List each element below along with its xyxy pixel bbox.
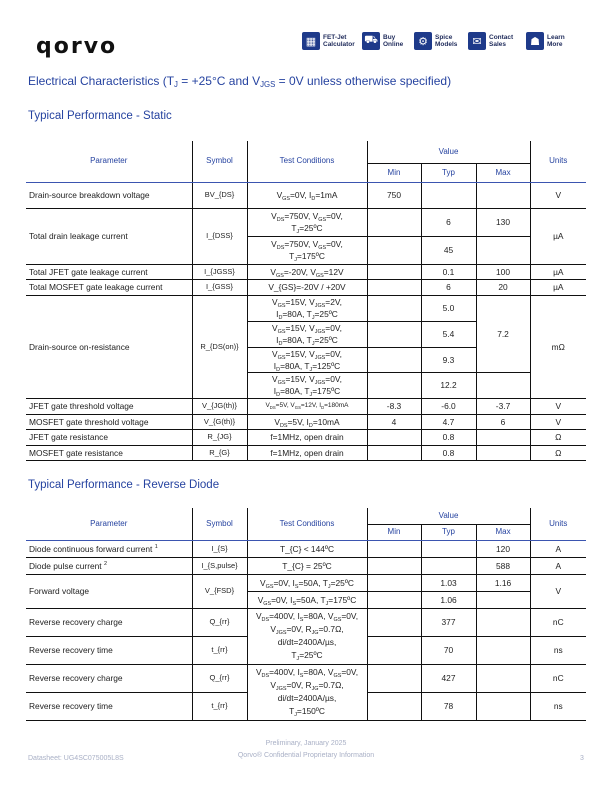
header-min: Min bbox=[367, 524, 421, 540]
conditions-cell: $V_{GS}=0V$, $I_S=50A$, $T_J=175ºC$ bbox=[247, 591, 367, 608]
conditions-cell: f=1MHz, open drain bbox=[247, 429, 367, 445]
conditions-cell: T_{C} < 144ºC bbox=[247, 540, 367, 557]
max-cell: -3.7 bbox=[476, 398, 530, 414]
unit-cell: nC bbox=[530, 608, 586, 636]
unit-cell: Ω bbox=[530, 429, 586, 445]
max-cell: 588 bbox=[476, 557, 530, 574]
symbol-cell: I_{DSS} bbox=[192, 208, 247, 264]
typ-cell: 12.2 bbox=[421, 372, 476, 398]
spice-models-icon: ⚙ bbox=[414, 32, 432, 50]
symbol-cell: V_{G(th)} bbox=[192, 414, 247, 429]
empty-cell bbox=[367, 664, 421, 692]
min-cell bbox=[367, 295, 421, 321]
typ-cell: 377 bbox=[421, 608, 476, 636]
empty-cell bbox=[476, 636, 530, 664]
max-cell bbox=[476, 429, 530, 445]
unit-cell: V bbox=[530, 414, 586, 429]
parameter-cell: MOSFET gate threshold voltage bbox=[26, 414, 192, 429]
header-min: Min bbox=[367, 163, 421, 182]
header-max: Max bbox=[476, 163, 530, 182]
header-conditions: Test Conditions bbox=[247, 508, 367, 540]
empty-cell bbox=[367, 591, 421, 608]
symbol-cell: Q_{rr} bbox=[192, 664, 247, 692]
conditions-cell: $V_{DS}=5V$, $V_{GS}=12V$, $I_D=180mA$ bbox=[247, 398, 367, 414]
nav-label: FET-Jet Calculator bbox=[323, 34, 355, 48]
unit-cell: nC bbox=[530, 664, 586, 692]
empty-cell bbox=[476, 692, 530, 720]
typ-cell: 5.0 bbox=[421, 295, 476, 321]
nav-link[interactable] bbox=[302, 32, 355, 50]
max-cell: 6 bbox=[476, 414, 530, 429]
symbol-cell: V_{FSD} bbox=[192, 574, 247, 608]
reader-icon: ☗ bbox=[526, 32, 544, 50]
typ-cell: 0.8 bbox=[421, 445, 476, 460]
nav-link[interactable] bbox=[362, 32, 403, 50]
envelope-icon: ✉ bbox=[468, 32, 486, 50]
parameter-cell: Drain-source on-resistance bbox=[26, 295, 192, 398]
conditions-cell: $V_{DS}=400V$, $I_S=80A$, $V_{GS}=0V$, $V_{JGS}=0V$, $R_{JG}=0.7\Omega$, di/dt=2400A/µs, $T_J=25ºC$ bbox=[247, 608, 367, 664]
header-units: Units bbox=[530, 141, 586, 182]
conditions-cell: $V_{GS}=15V$, $V_{JGS}=0V$, $I_D=80A$, $T_J=175ºC$ bbox=[247, 372, 367, 398]
min-cell bbox=[367, 208, 421, 236]
typ-cell: 4.7 bbox=[421, 414, 476, 429]
symbol-cell: t_{rr} bbox=[192, 636, 247, 664]
typ-cell: 6 bbox=[421, 279, 476, 295]
parameter-cell: Total MOSFET gate leakage current bbox=[26, 279, 192, 295]
max-cell bbox=[476, 295, 530, 321]
typ-cell: 70 bbox=[421, 636, 476, 664]
unit-cell: V bbox=[530, 182, 586, 208]
unit-cell: ns bbox=[530, 692, 586, 720]
max-cell bbox=[476, 347, 530, 372]
empty-cell bbox=[367, 574, 421, 591]
typ-cell: 5.4 bbox=[421, 321, 476, 347]
typ-cell: 427 bbox=[421, 664, 476, 692]
parameter-cell: Drain-source breakdown voltage bbox=[26, 182, 192, 208]
conditions-cell: $V_{GS}=0V$, $I_S=50A$, $T_J=25ºC$ bbox=[247, 574, 367, 591]
cart-icon: ⛟ bbox=[362, 32, 380, 50]
empty-cell bbox=[421, 540, 476, 557]
header-max: Max bbox=[476, 524, 530, 540]
conditions-cell: $V_{GS}=15V$, $V_{JGS}=0V$, $I_D=80A$, $T_J=25ºC$ bbox=[247, 321, 367, 347]
max-cell: 120 bbox=[476, 540, 530, 557]
static-table bbox=[26, 141, 586, 461]
typ-cell: 78 bbox=[421, 692, 476, 720]
parameter-cell: Total drain leakage current bbox=[26, 208, 192, 264]
nav-link[interactable] bbox=[468, 32, 513, 50]
symbol-cell: I_{S,pulse} bbox=[192, 557, 247, 574]
conditions-cell: $V_{DS}=5V$, $I_D=10mA$ bbox=[247, 414, 367, 429]
calculator-icon: ▦ bbox=[302, 32, 320, 50]
nav-label: Contact Sales bbox=[489, 34, 514, 48]
min-cell bbox=[367, 372, 421, 398]
parameter-cell: Reverse recovery charge bbox=[26, 608, 192, 636]
header-conditions: Test Conditions bbox=[247, 141, 367, 182]
max-cell: 20 bbox=[476, 279, 530, 295]
conditions-cell: $V_{GS}=0V$, $I_D=1mA$ bbox=[247, 182, 367, 208]
max-cell: 7.2 bbox=[476, 321, 530, 347]
min-cell bbox=[367, 445, 421, 460]
typ-cell: 0.1 bbox=[421, 264, 476, 279]
symbol-cell: I_{JGSS} bbox=[192, 264, 247, 279]
max-cell bbox=[476, 372, 530, 398]
empty-cell bbox=[476, 664, 530, 692]
min-cell: -8.3 bbox=[367, 398, 421, 414]
header-value: Value bbox=[367, 141, 530, 163]
unit-cell: mΩ bbox=[530, 295, 586, 398]
nav-link[interactable] bbox=[414, 32, 457, 50]
symbol-cell: I_{S} bbox=[192, 540, 247, 557]
table-row bbox=[26, 574, 586, 591]
conditions-cell: $V_{GS}=15V$, $V_{JGS}=0V$, $I_D=80A$, $T_J=125ºC$ bbox=[247, 347, 367, 372]
typ-cell: 6 bbox=[421, 208, 476, 236]
unit-cell: V bbox=[530, 398, 586, 414]
parameter-cell: Reverse recovery charge bbox=[26, 664, 192, 692]
table-row bbox=[26, 445, 586, 460]
typ-cell: 0.8 bbox=[421, 429, 476, 445]
table-row bbox=[26, 295, 586, 321]
nav-label: Learn More bbox=[547, 34, 565, 48]
parameter-cell: Reverse recovery time bbox=[26, 692, 192, 720]
table-row bbox=[26, 557, 586, 574]
empty-cell bbox=[476, 608, 530, 636]
header-symbol: Symbol bbox=[192, 141, 247, 182]
qorvo-logo: qorvo bbox=[36, 34, 118, 59]
footer-datasheet: Datasheet: UG4SC075005L8S bbox=[28, 755, 124, 762]
section-title: Electrical Characteristics ($T_J = +25^\circ C$ and $V_{JGS} = 0V$ unless otherwise specified) bbox=[28, 74, 452, 89]
table-row bbox=[26, 264, 586, 279]
symbol-cell: t_{rr} bbox=[192, 692, 247, 720]
min-cell bbox=[367, 279, 421, 295]
static-heading: Typical Performance - Static bbox=[28, 110, 172, 122]
conditions-cell: $V_{DS}=750V$, $V_{GS}=0V$, $T_J=175ºC$ bbox=[247, 236, 367, 264]
parameter-cell: Diode continuous forward current $^1$ bbox=[26, 540, 192, 557]
max-cell: 130 bbox=[476, 208, 530, 236]
symbol-cell: BV_{DS} bbox=[192, 182, 247, 208]
table-row bbox=[26, 398, 586, 414]
table-row bbox=[26, 664, 586, 692]
conditions-cell: $V_{GS}=-20V$, $V_{GS}=12V$ bbox=[247, 264, 367, 279]
page-number: 3 bbox=[580, 755, 584, 762]
unit-cell: µA bbox=[530, 208, 586, 264]
table-row bbox=[26, 414, 586, 429]
typ-cell: 1.06 bbox=[421, 591, 476, 608]
diode-table bbox=[26, 508, 586, 721]
header-value: Value bbox=[367, 508, 530, 524]
nav-label: Spice Models bbox=[435, 34, 458, 48]
footer-confidential: Qorvo® Confidential Proprietary Information bbox=[237, 752, 375, 759]
empty-cell bbox=[476, 591, 530, 608]
header-units: Units bbox=[530, 508, 586, 540]
header-typ: Typ bbox=[421, 524, 476, 540]
parameter-cell: JFET gate resistance bbox=[26, 429, 192, 445]
symbol-cell: R_{JG} bbox=[192, 429, 247, 445]
symbol-cell: I_{GSS} bbox=[192, 279, 247, 295]
max-cell: 1.16 bbox=[476, 574, 530, 591]
symbol-cell: R_{G} bbox=[192, 445, 247, 460]
empty-cell bbox=[367, 692, 421, 720]
symbol-cell: R_{DS(on)} bbox=[192, 295, 247, 398]
min-cell: 750 bbox=[367, 182, 421, 208]
max-cell: 100 bbox=[476, 264, 530, 279]
max-cell bbox=[476, 445, 530, 460]
min-cell bbox=[367, 264, 421, 279]
diode-heading: Typical Performance - Reverse Diode bbox=[28, 479, 220, 491]
unit-cell: A bbox=[530, 540, 586, 557]
parameter-cell: JFET gate threshold voltage bbox=[26, 398, 192, 414]
parameter-cell: Diode pulse current $^2$ bbox=[26, 557, 192, 574]
nav-label: Buy Online bbox=[383, 34, 404, 48]
max-cell bbox=[476, 236, 530, 264]
header-parameter: Parameter bbox=[26, 141, 192, 182]
table-row bbox=[26, 429, 586, 445]
table-row bbox=[26, 540, 586, 557]
header-typ: Typ bbox=[421, 163, 476, 182]
min-cell bbox=[367, 429, 421, 445]
empty-cell bbox=[367, 540, 421, 557]
header-symbol: Symbol bbox=[192, 508, 247, 540]
empty-cell bbox=[367, 636, 421, 664]
unit-cell: µA bbox=[530, 264, 586, 279]
footer-preliminary: Preliminary, January 2025 bbox=[265, 740, 347, 747]
table-row bbox=[26, 608, 586, 636]
unit-cell: Ω bbox=[530, 445, 586, 460]
header-parameter: Parameter bbox=[26, 508, 192, 540]
parameter-cell: MOSFET gate resistance bbox=[26, 445, 192, 460]
conditions-cell: $V_{GS}=15V$, $V_{JGS}=2V$, $I_D=80A$, $T_J=25ºC$ bbox=[247, 295, 367, 321]
min-cell: 4 bbox=[367, 414, 421, 429]
typ-cell: 1.03 bbox=[421, 574, 476, 591]
table-row bbox=[26, 208, 586, 236]
unit-cell: ns bbox=[530, 636, 586, 664]
empty-cell bbox=[367, 608, 421, 636]
unit-cell: V bbox=[530, 574, 586, 608]
parameter-cell: Total JFET gate leakage current bbox=[26, 264, 192, 279]
unit-cell: µA bbox=[530, 279, 586, 295]
nav-link[interactable] bbox=[526, 32, 565, 50]
typ-cell: -6.0 bbox=[421, 398, 476, 414]
empty-cell bbox=[367, 557, 421, 574]
max-cell bbox=[476, 182, 530, 208]
typ-cell: 9.3 bbox=[421, 347, 476, 372]
conditions-cell: T_{C} = 25ºC bbox=[247, 557, 367, 574]
min-cell bbox=[367, 321, 421, 347]
conditions-cell: $V_{DS}=750V$, $V_{GS}=0V$, $T_J=25ºC$ bbox=[247, 208, 367, 236]
parameter-cell: Forward voltage bbox=[26, 574, 192, 608]
unit-cell: A bbox=[530, 557, 586, 574]
typ-cell: 45 bbox=[421, 236, 476, 264]
min-cell bbox=[367, 236, 421, 264]
symbol-cell: Q_{rr} bbox=[192, 608, 247, 636]
parameter-cell: Reverse recovery time bbox=[26, 636, 192, 664]
table-row bbox=[26, 279, 586, 295]
conditions-cell: V_{GS}=-20V / +20V bbox=[247, 279, 367, 295]
conditions-cell: f=1MHz, open drain bbox=[247, 445, 367, 460]
table-row bbox=[26, 182, 586, 208]
symbol-cell: V_{JG(th)} bbox=[192, 398, 247, 414]
conditions-cell: $V_{DS}=400V$, $I_S=80A$, $V_{GS}=0V$, $V_{JGS}=0V$, $R_{JG}=0.7\Omega$, di/dt=2400A/µs, $T_J=150ºC$ bbox=[247, 664, 367, 720]
min-cell bbox=[367, 347, 421, 372]
empty-cell bbox=[421, 557, 476, 574]
typ-cell bbox=[421, 182, 476, 208]
